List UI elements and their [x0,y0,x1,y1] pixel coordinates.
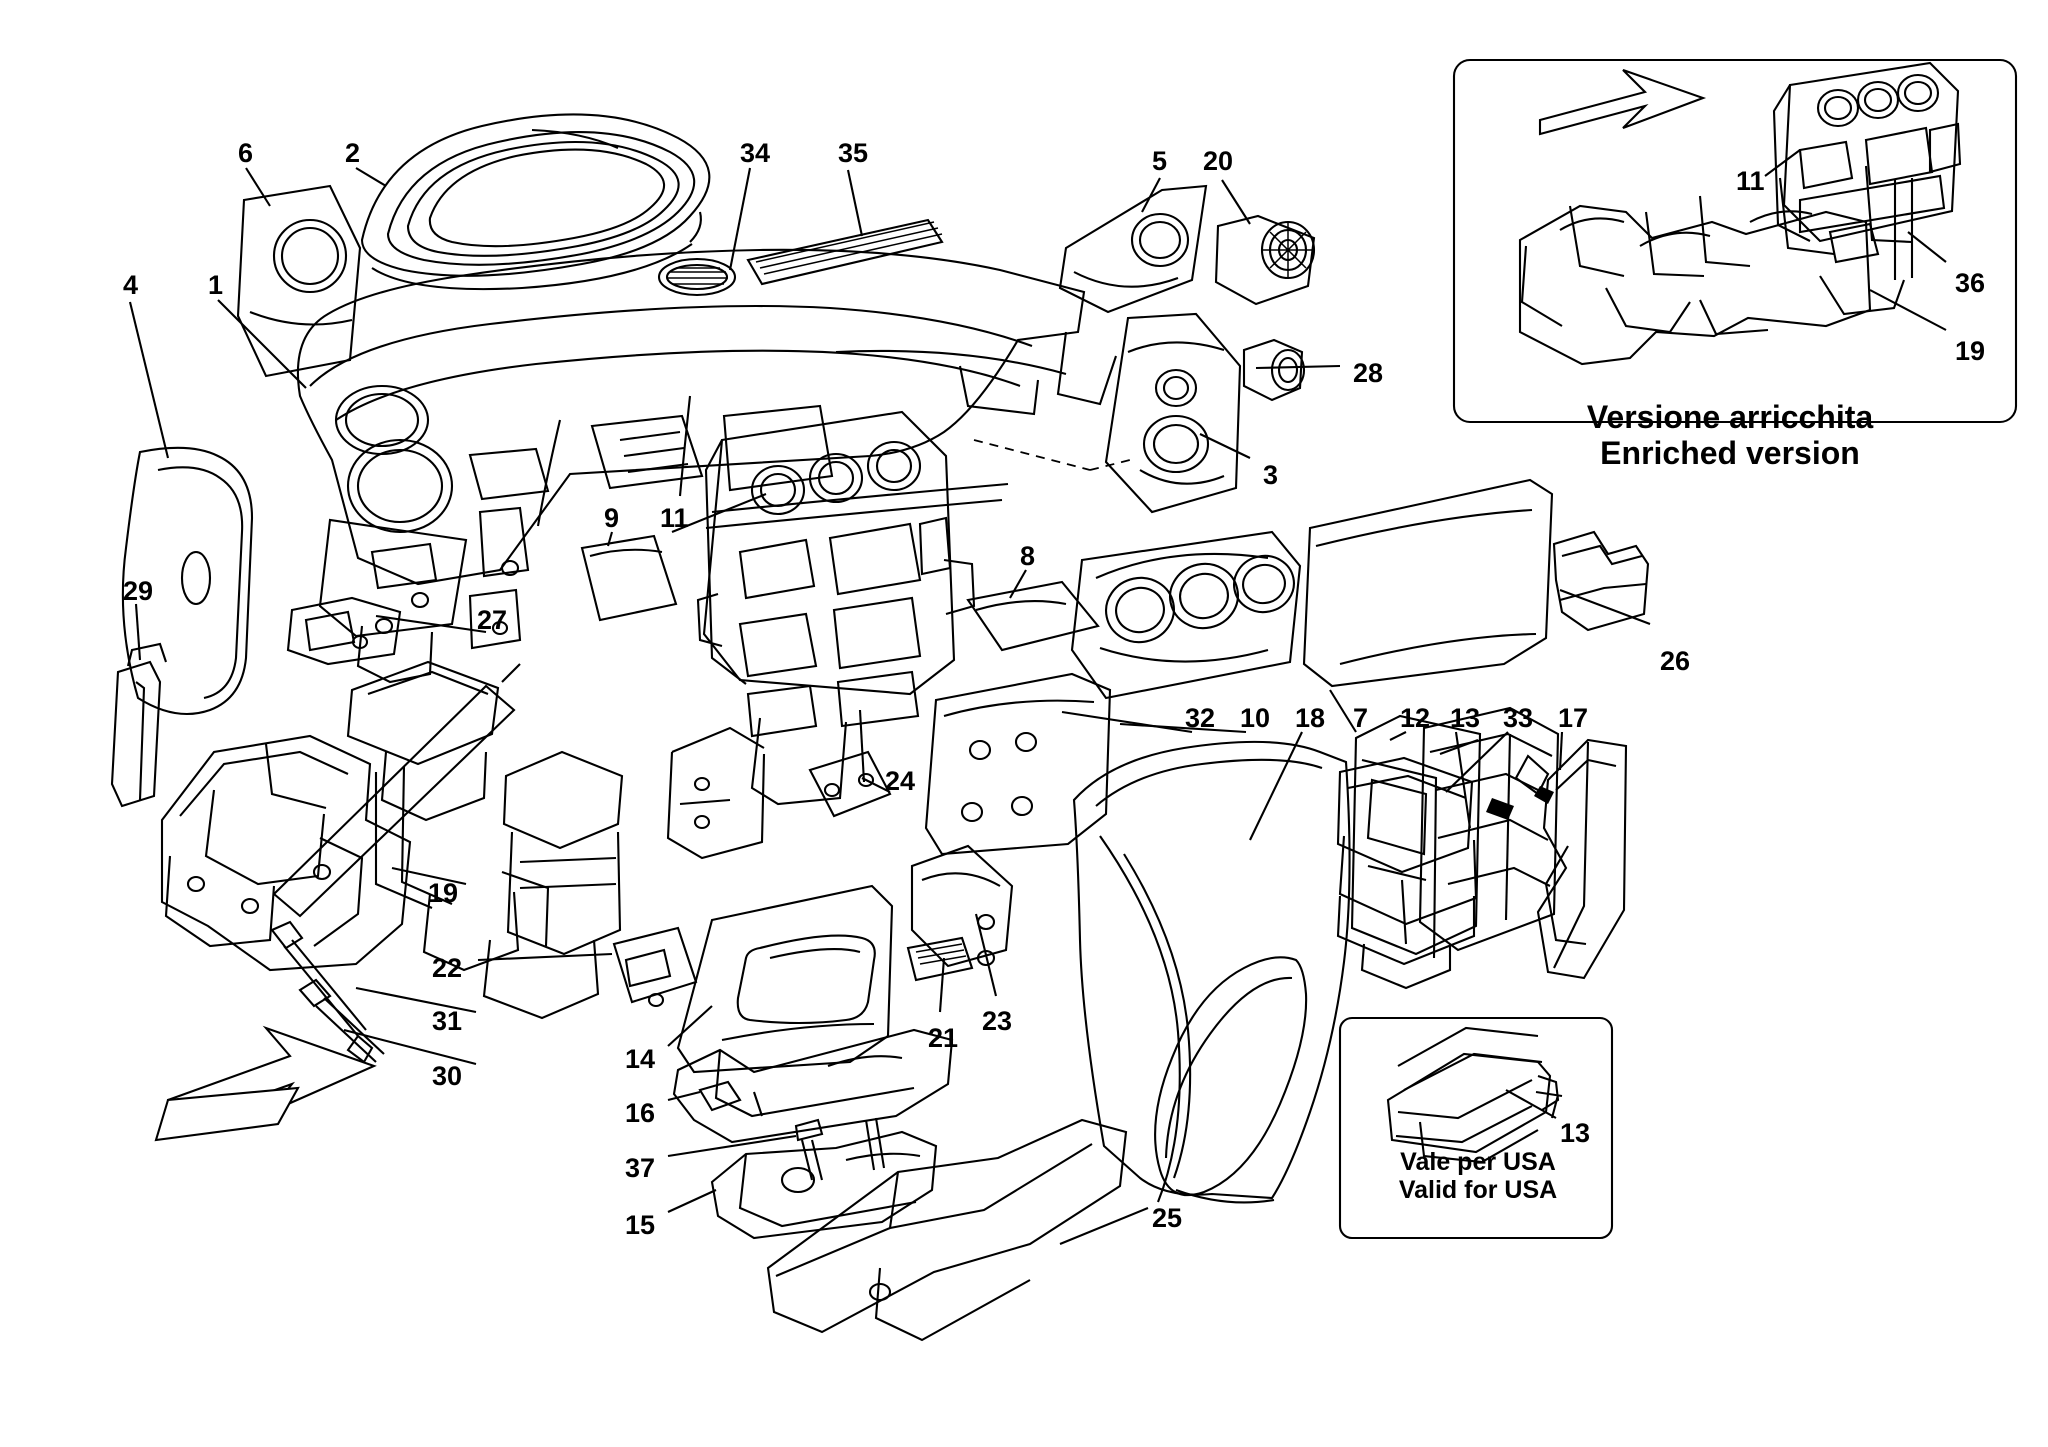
callout-28: 28 [1353,358,1384,388]
callout-23: 23 [982,1006,1013,1036]
callout-37: 37 [625,1153,656,1183]
part-27-bracket [288,598,400,664]
callout-32: 32 [1185,703,1216,733]
part-16-lower-duct [674,1030,952,1142]
callout-3: 3 [1263,460,1279,490]
callout-22: 22 [432,953,463,983]
inset-usa-title-it: Vale per USA [1400,1148,1556,1176]
callout-16: 16 [625,1098,656,1128]
callout-13-usa: 13 [1560,1118,1591,1148]
callout-33: 33 [1503,703,1534,733]
callout-21: 21 [928,1023,959,1053]
part-29-left-seal [112,644,166,806]
callout-17: 17 [1558,703,1589,733]
part-33-bin-tray [1338,758,1476,988]
callout-31: 31 [432,1006,463,1036]
callout-13: 13 [1450,703,1481,733]
part-34-speaker-grille [659,259,735,295]
part-19-cross-member [162,662,764,1018]
inset-valid-for-usa-title [1348,1148,1608,1204]
callout-4: 4 [123,270,139,300]
part-20-air-vent [1216,216,1314,304]
callout-9: 9 [604,503,620,533]
part-17-side-bracket [1516,740,1626,978]
callout-24: 24 [885,766,916,796]
part-15-lower-trim-panel [712,1132,936,1238]
part-28-knob [1244,340,1304,400]
callout-19: 19 [428,878,459,908]
callout-8: 8 [1020,541,1036,571]
callout-20: 20 [1203,146,1234,176]
part-23-bracket-plate [912,846,1012,966]
part-7-triple-vent-cluster [1072,532,1300,698]
part-1-dashboard-frame [298,250,1116,682]
callout-18: 18 [1295,703,1326,733]
part-2-instrument-hood [362,114,709,289]
callout-15: 15 [625,1210,656,1240]
callout-12: 12 [1400,703,1431,733]
part-9-flat-panel [582,536,676,620]
callout-11-inset: 11 [1736,166,1765,196]
part-19-brace-bar [274,664,520,916]
callout-14: 14 [625,1044,656,1074]
callout-27: 27 [477,605,508,635]
callout-36: 36 [1955,268,1986,298]
part-26-upper-trim-strip [1304,480,1552,686]
part-3-right-vent-pod [1106,314,1240,512]
inset-enriched-title-en: Enriched version [1600,434,1860,471]
callout-10: 10 [1240,703,1271,733]
callout-26: 26 [1660,646,1691,676]
direction-arrow-bottom-left [156,1028,374,1140]
part-22-small-bracket [614,928,696,1006]
callout-1: 1 [208,270,224,300]
part-18-side-trim-panel [1074,742,1350,1203]
inset-enriched-version-title [1500,400,1960,472]
part-32-insulation-pad [926,674,1110,854]
part-12-glovebox-frame [1352,716,1480,958]
callout-11: 11 [660,503,689,533]
callout-35: 35 [838,138,869,168]
part-5-right-upper-trim [1060,186,1206,312]
callout-34: 34 [740,138,771,168]
inset-enriched-version [1454,60,2016,422]
part-24-l-bracket [810,752,890,816]
part-26-seal-strip [1554,532,1648,630]
callout-30: 30 [432,1061,463,1091]
callout-19-inset: 19 [1955,336,1986,366]
callout-2: 2 [345,138,361,168]
callout-7: 7 [1353,703,1369,733]
callout-25: 25 [1152,1203,1183,1233]
callout-29: 29 [123,576,154,606]
inset-usa-title-en: Valid for USA [1398,1176,1558,1204]
callout-5: 5 [1152,146,1168,176]
inset-enriched-title-it: Versione arricchita [1586,399,1874,435]
callout-6: 6 [238,138,254,168]
part-6-left-upper-trim [238,186,360,376]
